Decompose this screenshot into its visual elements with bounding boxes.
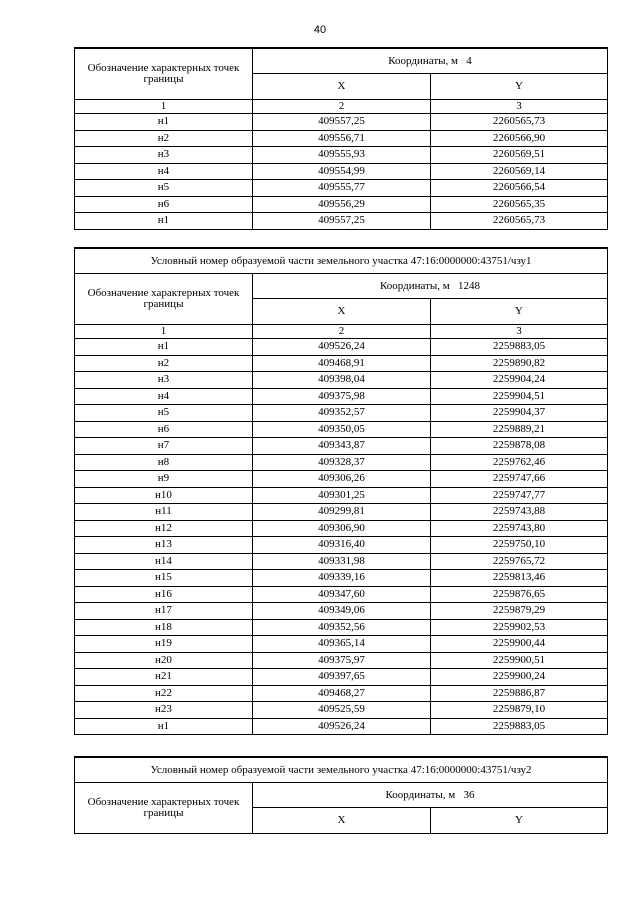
x-cell: 409555,77 — [253, 180, 431, 197]
x-cell: 409316,40 — [253, 537, 431, 554]
point-cell: н8 — [75, 454, 253, 471]
table-row — [75, 636, 608, 653]
table-row — [75, 388, 608, 405]
y-cell: 2259900,51 — [431, 652, 608, 669]
point-cell: н1 — [75, 339, 253, 356]
point-cell: н6 — [75, 196, 253, 213]
table-row — [75, 339, 608, 356]
y-cell: 2260566,54 — [431, 180, 608, 197]
point-cell: н15 — [75, 570, 253, 587]
table-row — [75, 454, 608, 471]
x-cell: 409468,27 — [253, 685, 431, 702]
table-row — [75, 718, 608, 735]
coordinates-header: Координаты, м 1248 — [253, 274, 608, 299]
table-title: Условный номер образуемой части земельного участка 47:16:0000000:43751/чзу2 — [75, 757, 608, 783]
y-cell: 2259902,53 — [431, 619, 608, 636]
column-number-2: 2 — [253, 100, 431, 114]
x-cell: 409306,26 — [253, 471, 431, 488]
y-cell: 2259743,88 — [431, 504, 608, 521]
table-row — [75, 570, 608, 587]
table-row — [75, 553, 608, 570]
y-cell: 2259889,21 — [431, 421, 608, 438]
point-cell: н14 — [75, 553, 253, 570]
y-cell: 2259747,66 — [431, 471, 608, 488]
y-cell: 2259765,72 — [431, 553, 608, 570]
point-label-header: Обозначение характерных точек границы — [75, 783, 253, 834]
table-row — [75, 147, 608, 164]
table-row — [75, 487, 608, 504]
column-number-3: 3 — [431, 325, 608, 339]
y-cell: 2259900,44 — [431, 636, 608, 653]
x-cell: 409347,60 — [253, 586, 431, 603]
table-row — [75, 355, 608, 372]
y-cell: 2259743,80 — [431, 520, 608, 537]
x-cell: 409468,91 — [253, 355, 431, 372]
point-cell: н19 — [75, 636, 253, 653]
table-row — [75, 405, 608, 422]
point-cell: н3 — [75, 147, 253, 164]
x-cell: 409352,56 — [253, 619, 431, 636]
y-cell: 2259890,82 — [431, 355, 608, 372]
point-cell: н2 — [75, 130, 253, 147]
page-number: 40 — [313, 24, 327, 36]
y-cell: 2260565,73 — [431, 213, 608, 230]
y-cell: 2259813,46 — [431, 570, 608, 587]
x-header: X — [253, 74, 431, 100]
point-cell: н9 — [75, 471, 253, 488]
x-header: X — [253, 299, 431, 325]
table-row — [75, 619, 608, 636]
y-cell: 2259750,10 — [431, 537, 608, 554]
point-cell: н20 — [75, 652, 253, 669]
point-cell: н23 — [75, 702, 253, 719]
y-cell: 2259762,46 — [431, 454, 608, 471]
x-cell: 409557,25 — [253, 213, 431, 230]
y-cell: 2259876,65 — [431, 586, 608, 603]
x-cell: 409331,98 — [253, 553, 431, 570]
point-cell: н4 — [75, 163, 253, 180]
point-cell: н4 — [75, 388, 253, 405]
x-cell: 409556,29 — [253, 196, 431, 213]
point-cell: н18 — [75, 619, 253, 636]
column-number-1: 1 — [75, 100, 253, 114]
point-cell: н1 — [75, 213, 253, 230]
y-cell: 2260565,35 — [431, 196, 608, 213]
y-cell: 2259904,24 — [431, 372, 608, 389]
coordinates-table-3 — [74, 756, 608, 834]
point-cell: н13 — [75, 537, 253, 554]
table-row — [75, 669, 608, 686]
x-cell: 409375,97 — [253, 652, 431, 669]
y-cell: 2260569,51 — [431, 147, 608, 164]
point-cell: н10 — [75, 487, 253, 504]
column-number-2: 2 — [253, 325, 431, 339]
x-cell: 409554,99 — [253, 163, 431, 180]
coordinates-header: Координаты, м 4 — [253, 48, 608, 74]
y-cell: 2259904,51 — [431, 388, 608, 405]
y-cell: 2259878,08 — [431, 438, 608, 455]
point-cell: н11 — [75, 504, 253, 521]
point-cell: н5 — [75, 405, 253, 422]
y-cell: 2260569,14 — [431, 163, 608, 180]
point-cell: н7 — [75, 438, 253, 455]
table-title: Условный номер образуемой части земельного участка 47:16:0000000:43751/чзу1 — [75, 248, 608, 274]
y-cell: 2259879,29 — [431, 603, 608, 620]
y-cell: 2260566,90 — [431, 130, 608, 147]
table-row — [75, 471, 608, 488]
x-cell: 409525,59 — [253, 702, 431, 719]
point-label-header: Обозначение характерных точек границы — [75, 48, 253, 100]
x-cell: 409375,98 — [253, 388, 431, 405]
x-cell: 409306,90 — [253, 520, 431, 537]
x-cell: 409398,04 — [253, 372, 431, 389]
coordinates-table-1 — [74, 47, 608, 230]
table-row — [75, 163, 608, 180]
table-row — [75, 114, 608, 131]
table-row — [75, 537, 608, 554]
y-cell: 2259886,87 — [431, 685, 608, 702]
y-header: Y — [431, 808, 608, 834]
x-cell: 409339,16 — [253, 570, 431, 587]
table-row — [75, 702, 608, 719]
x-cell: 409299,81 — [253, 504, 431, 521]
y-cell: 2260565,73 — [431, 114, 608, 131]
table-row — [75, 372, 608, 389]
table-row — [75, 603, 608, 620]
y-cell: 2259883,05 — [431, 718, 608, 735]
table-row — [75, 652, 608, 669]
point-cell: н16 — [75, 586, 253, 603]
x-cell: 409328,37 — [253, 454, 431, 471]
point-cell: н1 — [75, 718, 253, 735]
point-cell: н2 — [75, 355, 253, 372]
table-row — [75, 438, 608, 455]
point-cell: н21 — [75, 669, 253, 686]
table-row — [75, 586, 608, 603]
x-header: X — [253, 808, 431, 834]
x-cell: 409557,25 — [253, 114, 431, 131]
table-row — [75, 421, 608, 438]
x-cell: 409349,06 — [253, 603, 431, 620]
table-row — [75, 213, 608, 230]
x-cell: 409556,71 — [253, 130, 431, 147]
y-header: Y — [431, 299, 608, 325]
y-cell: 2259747,77 — [431, 487, 608, 504]
column-number-1: 1 — [75, 325, 253, 339]
y-cell: 2259900,24 — [431, 669, 608, 686]
x-cell: 409397,65 — [253, 669, 431, 686]
point-cell: н22 — [75, 685, 253, 702]
table-row — [75, 196, 608, 213]
table-row — [75, 685, 608, 702]
point-cell: н3 — [75, 372, 253, 389]
table-row — [75, 504, 608, 521]
point-cell: н1 — [75, 114, 253, 131]
point-cell: н6 — [75, 421, 253, 438]
column-number-3: 3 — [431, 100, 608, 114]
coordinates-table-2 — [74, 247, 608, 735]
y-cell: 2259879,10 — [431, 702, 608, 719]
x-cell: 409365,14 — [253, 636, 431, 653]
x-cell: 409555,93 — [253, 147, 431, 164]
x-cell: 409343,87 — [253, 438, 431, 455]
point-cell: н17 — [75, 603, 253, 620]
x-cell: 409350,05 — [253, 421, 431, 438]
table-row — [75, 130, 608, 147]
point-cell: н5 — [75, 180, 253, 197]
x-cell: 409526,24 — [253, 339, 431, 356]
x-cell: 409352,57 — [253, 405, 431, 422]
point-cell: н12 — [75, 520, 253, 537]
x-cell: 409301,25 — [253, 487, 431, 504]
table-row — [75, 520, 608, 537]
coordinates-header: Координаты, м 36 — [253, 783, 608, 808]
table-row — [75, 180, 608, 197]
y-cell: 2259883,05 — [431, 339, 608, 356]
x-cell: 409526,24 — [253, 718, 431, 735]
point-label-header: Обозначение характерных точек границы — [75, 274, 253, 325]
y-cell: 2259904,37 — [431, 405, 608, 422]
y-header: Y — [431, 74, 608, 100]
